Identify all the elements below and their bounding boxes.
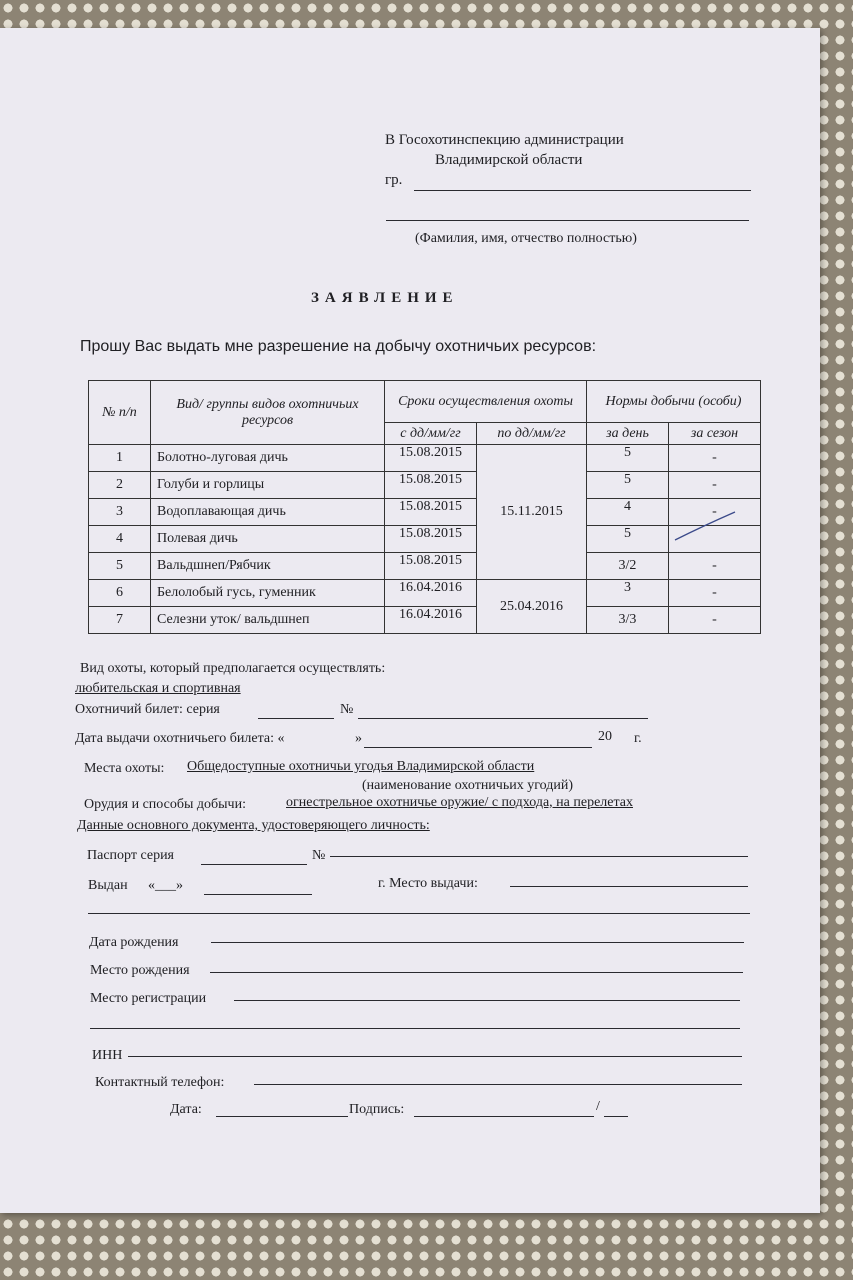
citizen-prefix: гр.	[385, 172, 403, 188]
id-document-label: Данные основного документа, удостоверяющего личность:	[77, 818, 430, 833]
citizen-name-line[interactable]	[414, 190, 751, 191]
passport-series-label: Паспорт серия	[87, 848, 174, 863]
birth-place-label: Место рождения	[90, 963, 190, 978]
birth-date-label: Дата рождения	[89, 935, 179, 950]
row-num: 2	[89, 472, 151, 499]
inn-line[interactable]	[128, 1056, 742, 1057]
phone-line[interactable]	[254, 1084, 742, 1085]
table-header-row	[89, 381, 761, 423]
issued-day: «___»	[148, 878, 183, 893]
tools-label: Орудия и способы добычи:	[84, 797, 246, 812]
handwritten-stroke-icon	[673, 508, 743, 544]
registration-label: Место регистрации	[90, 991, 207, 1006]
header-norms: Нормы добычи (особи)	[587, 381, 761, 423]
row-per-day: 5	[587, 472, 669, 499]
tools-value: огнестрельное охотничье оружие/ с подхода, на перелетах	[286, 795, 633, 810]
ticket-number-line[interactable]	[358, 718, 648, 719]
issued-place-line-2[interactable]	[88, 913, 750, 914]
header-from: с дд/мм/гг	[385, 423, 477, 445]
header-species: Вид/ группы видов охотничьих ресурсов	[151, 381, 385, 445]
table-row	[89, 472, 761, 499]
row-per-day: 5	[587, 445, 669, 472]
issued-date-line[interactable]	[204, 894, 312, 895]
row-species: Вальдшнеп/Рябчик	[151, 553, 385, 580]
ticket-series-line[interactable]	[258, 718, 334, 719]
row-per-season	[669, 526, 761, 553]
row-from: 16.04.2016	[385, 607, 477, 634]
birth-date-line[interactable]	[211, 942, 744, 943]
place-caption: (наименование охотничьих угодий)	[362, 778, 573, 793]
row-num: 4	[89, 526, 151, 553]
issued-place-label: г. Место выдачи:	[378, 876, 478, 891]
table-row	[89, 445, 761, 472]
registration-line-2[interactable]	[90, 1028, 740, 1029]
date-line[interactable]	[216, 1116, 348, 1117]
row-per-day: 3/3	[587, 607, 669, 634]
row-per-season: -	[669, 580, 761, 607]
row-from: 15.08.2015	[385, 553, 477, 580]
signature-slash: /	[596, 1099, 600, 1114]
row-per-season: -	[669, 553, 761, 580]
row-from: 15.08.2015	[385, 499, 477, 526]
row-from: 16.04.2016	[385, 580, 477, 607]
table-row	[89, 553, 761, 580]
row-num: 3	[89, 499, 151, 526]
row-per-day: 3	[587, 580, 669, 607]
row-num: 5	[89, 553, 151, 580]
hunt-type-value: любительская и спортивная	[75, 681, 241, 696]
table-row	[89, 607, 761, 634]
species-table	[88, 380, 761, 634]
application-sheet	[0, 28, 820, 1213]
place-label: Места охоты:	[84, 761, 165, 776]
place-value: Общедоступные охотничьи угодья Владимирской области	[187, 759, 535, 774]
passport-series-line[interactable]	[201, 864, 307, 865]
ticket-series-label: Охотничий билет: серия	[75, 702, 220, 717]
row-per-day: 5	[587, 526, 669, 553]
row-species: Белолобый гусь, гуменник	[151, 580, 385, 607]
hunt-type-label: Вид охоты, который предполагается осуществлять:	[80, 661, 386, 676]
row-to-group-1: 15.11.2015	[477, 445, 587, 580]
passport-number-label: №	[312, 848, 326, 863]
header-num: № п/п	[89, 381, 151, 445]
row-species: Полевая дичь	[151, 526, 385, 553]
row-num: 7	[89, 607, 151, 634]
table-row	[89, 580, 761, 607]
header-per-season: за сезон	[669, 423, 761, 445]
issued-place-line[interactable]	[510, 886, 748, 887]
ticket-number-label: №	[340, 702, 354, 717]
row-species: Болотно-луговая дичь	[151, 445, 385, 472]
row-per-season: -	[669, 499, 761, 526]
row-from: 15.08.2015	[385, 445, 477, 472]
row-from: 15.08.2015	[385, 472, 477, 499]
row-per-season: -	[669, 472, 761, 499]
passport-number-line[interactable]	[330, 856, 748, 857]
signature-name-line[interactable]	[604, 1116, 628, 1117]
signature-label: Подпись:	[349, 1102, 405, 1117]
name-caption: (Фамилия, имя, отчество полностью)	[415, 231, 637, 246]
table-row	[89, 526, 761, 553]
row-species: Голуби и горлицы	[151, 472, 385, 499]
ticket-year-suffix: г.	[634, 731, 642, 746]
request-text: Прошу Вас выдать мне разрешение на добычу охотничьих ресурсов:	[80, 338, 597, 355]
addressee-line-1: В Госохотинспекцию администрации	[385, 132, 624, 148]
row-num: 1	[89, 445, 151, 472]
row-per-day: 4	[587, 499, 669, 526]
header-period: Сроки осуществления охоты	[385, 381, 587, 423]
inn-label: ИНН	[92, 1048, 123, 1063]
row-species: Селезни уток/ вальдшнеп	[151, 607, 385, 634]
issued-label: Выдан	[88, 878, 128, 893]
row-per-season: -	[669, 445, 761, 472]
ticket-date-close: »	[355, 731, 362, 746]
row-per-season: -	[669, 607, 761, 634]
ticket-year: 20	[598, 729, 612, 744]
row-num: 6	[89, 580, 151, 607]
table-row	[89, 499, 761, 526]
addressee-line-2: Владимирской области	[435, 152, 583, 168]
ticket-date-label: Дата выдачи охотничьего билета: «	[75, 731, 285, 746]
registration-line[interactable]	[234, 1000, 740, 1001]
row-to-group-2: 25.04.2016	[477, 580, 587, 634]
row-per-day: 3/2	[587, 553, 669, 580]
header-per-day: за день	[587, 423, 669, 445]
ticket-date-line[interactable]	[364, 747, 592, 748]
document-title: ЗАЯВЛЕНИЕ	[311, 290, 459, 306]
citizen-name-line-2[interactable]	[386, 220, 749, 221]
date-label: Дата:	[170, 1102, 202, 1117]
row-species: Водоплавающая дичь	[151, 499, 385, 526]
row-from: 15.08.2015	[385, 526, 477, 553]
header-to: по дд/мм/гг	[477, 423, 587, 445]
phone-label: Контактный телефон:	[95, 1075, 225, 1090]
birth-place-line[interactable]	[210, 972, 743, 973]
signature-line[interactable]	[414, 1116, 594, 1117]
